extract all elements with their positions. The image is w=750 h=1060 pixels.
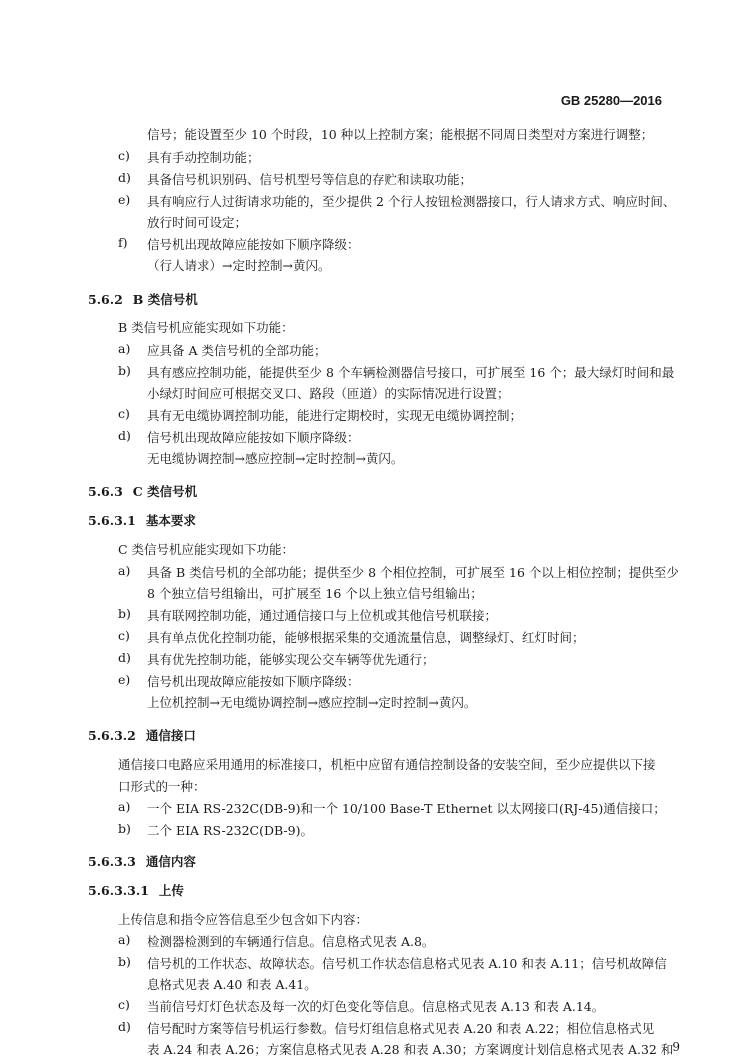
list-item-text: 具有优先控制功能，能够实现公交车辆等优先通行； (147, 652, 435, 667)
section-title: B 类信号机 (132, 292, 198, 307)
list-label: e) (118, 672, 131, 687)
list-item-text: 信号机出现故障应能按如下顺序降级： (147, 674, 360, 689)
list-label: a) (118, 932, 131, 947)
list-label: c) (118, 406, 130, 421)
list-item-text: 信号机出现故障应能按如下顺序降级： (147, 430, 360, 445)
list-item-text: 应具备 A 类信号机的全部功能； (147, 343, 327, 358)
list-item-text: 具备 B 类信号机的全部功能；提供至少 8 个相位控制，可扩展至 16 个以上相位控制；提供至少 (147, 565, 679, 580)
continuation-text: 信号；能设置至少 10 个时段，10 种以上控制方案；能根据不同周日类型对方案进行调整； (147, 127, 654, 142)
list-item-text: 一个 EIA RS-232C(DB-9)和一个 10/100 Base-T Ethernet 以太网接口(RJ-45)通信接口； (147, 801, 666, 816)
paragraph-line: 通信接口电路应采用通用的标准接口，机柜中应留有通信控制设备的安装空间，至少应提供以下接 (118, 757, 656, 772)
section-title: 基本要求 (145, 513, 196, 528)
list-item-text: 具有手动控制功能； (147, 150, 260, 165)
list-label: a) (118, 341, 131, 356)
paragraph-line: 口形式的一种： (118, 779, 206, 794)
list-label: d) (118, 650, 131, 665)
list-item-text: 无电缆协调控制→感应控制→定时控制→黄闪。 (147, 451, 404, 466)
list-label: c) (118, 148, 130, 163)
section-number: 5.6.3.2 (88, 728, 136, 743)
list-item-text: 放行时间可设定； (147, 215, 248, 230)
list-item-text: 具有联网控制功能，通过通信接口与上位机或其他信号机联接； (147, 608, 498, 623)
list-label: e) (118, 192, 131, 207)
list-label: d) (118, 1019, 131, 1034)
list-label: d) (118, 428, 131, 443)
section-intro: B 类信号机应能实现如下功能： (118, 320, 294, 335)
section-heading-5-6-2 (88, 290, 198, 308)
section-heading-5-6-3-3 (88, 852, 196, 870)
list-item-text: （行人请求）→定时控制→黄闪。 (147, 258, 331, 273)
list-item-text: 信号配时方案等信号机运行参数。信号灯组信息格式见表 A.20 和表 A.22；相位信息格式见 (147, 1021, 655, 1036)
list-item-text: 上位机控制→无电缆协调控制→感应控制→定时控制→黄闪。 (147, 695, 477, 710)
list-item-text: 息格式见表 A.40 和表 A.41。 (147, 977, 317, 992)
list-label: c) (118, 628, 130, 643)
section-number: 5.6.3 (88, 484, 123, 499)
list-item-text: 具有无电缆协调控制功能，能进行定期校时，实现无电缆协调控制； (147, 408, 523, 423)
section-title: 通信接口 (145, 728, 196, 743)
section-heading-5-6-3-1 (88, 511, 196, 529)
section-intro: C 类信号机应能实现如下功能： (118, 542, 295, 557)
list-label: a) (118, 563, 131, 578)
section-number: 5.6.3.3 (88, 854, 136, 869)
section-heading-5-6-3 (88, 482, 197, 500)
section-number: 5.6.3.1 (88, 513, 136, 528)
list-item-text: 具有感应控制功能，能提供至少 8 个车辆检测器信号接口，可扩展至 16 个；最大绿灯时间和最 (147, 365, 675, 380)
page-number: 9 (672, 1040, 680, 1054)
list-label: f) (118, 235, 128, 250)
list-label: b) (118, 606, 131, 621)
section-heading-5-6-3-3-1 (88, 881, 184, 899)
list-item-text: 具备信号机识别码、信号机型号等信息的存贮和读取功能； (147, 172, 473, 187)
list-item-text: 具有单点优化控制功能，能够根据采集的交通流量信息，调整绿灯、红灯时间； (147, 630, 585, 645)
section-title: C 类信号机 (132, 484, 198, 499)
section-title: 通信内容 (145, 854, 196, 869)
list-item-text: 当前信号灯灯色状态及每一次的灯色变化等信息。信息格式见表 A.13 和表 A.14。 (147, 999, 605, 1014)
section-title: 上传 (158, 883, 184, 898)
standard-number: GB 25280—2016 (560, 93, 662, 108)
list-item-text: 检测器检测到的车辆通行信息。信息格式见表 A.8。 (147, 934, 435, 949)
list-label: b) (118, 821, 131, 836)
section-number: 5.6.2 (88, 292, 123, 307)
list-label: d) (118, 170, 131, 185)
section-heading-5-6-3-2 (88, 726, 196, 744)
list-label: b) (118, 954, 131, 969)
list-item-text: 信号机的工作状态、故障状态。信号机工作状态信息格式见表 A.10 和表 A.11；信号机故障信 (147, 956, 667, 971)
list-label: a) (118, 799, 131, 814)
list-item-text: 8 个独立信号组输出，可扩展至 16 个以上独立信号组输出； (147, 586, 483, 601)
list-label: c) (118, 997, 130, 1012)
list-item-text: 表 A.24 和表 A.26；方案信息格式见表 A.28 和表 A.30；方案调度计划信息格式见表 A.32 和 (147, 1042, 674, 1057)
list-label: b) (118, 363, 131, 378)
list-item-text: 小绿灯时间应可根据交叉口、路段（匝道）的实际情况进行设置； (147, 386, 510, 401)
section-intro: 上传信息和指令应答信息至少包含如下内容： (118, 912, 369, 927)
section-number: 5.6.3.3.1 (88, 883, 149, 898)
list-item-text: 信号机出现故障应能按如下顺序降级： (147, 237, 360, 252)
list-item-text: 具有响应行人过街请求功能的，至少提供 2 个行人按钮检测器接口，行人请求方式、响应时间、 (147, 194, 676, 209)
list-item-text: 二个 EIA RS-232C(DB-9)。 (147, 823, 313, 838)
